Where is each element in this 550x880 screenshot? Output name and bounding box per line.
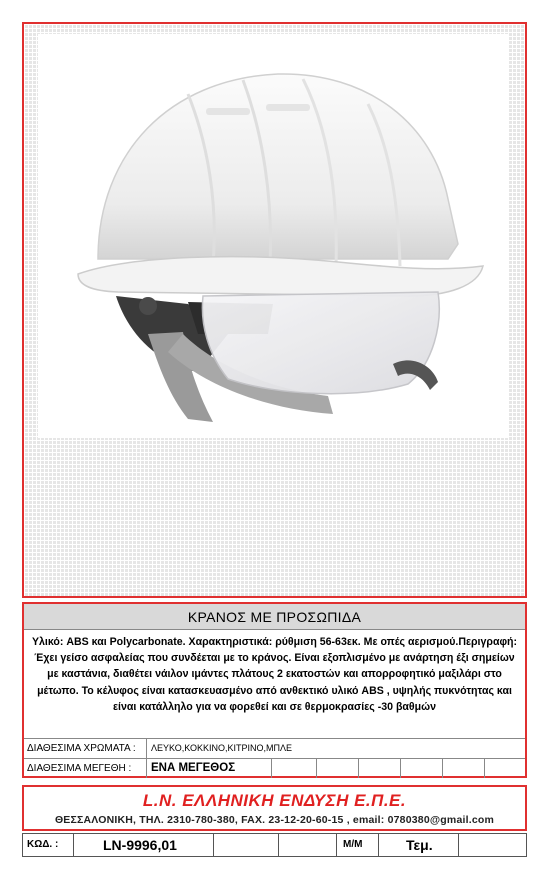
available-sizes-label: ΔΙΑΘΕΣΙΜΑ ΜΕΓΕΘΗ : bbox=[27, 763, 132, 774]
empty-cell bbox=[400, 759, 442, 778]
unit-label: Μ/Μ bbox=[343, 839, 363, 850]
empty-cell bbox=[458, 834, 526, 856]
company-box bbox=[22, 785, 527, 831]
available-colors-label: ΔΙΑΘΕΣΙΜΑ ΧΡΩΜΑΤΑ : bbox=[27, 743, 136, 754]
available-sizes-row bbox=[24, 758, 525, 778]
product-description: Υλικό: ABS και Polycarbonate. Χαρακτηριστικά: ρύθμιση 56-63εκ. Με οπές αερισμού.Περιγραφή: Έχει γείσο ασφαλείας που συνδέεται με το κράνος. Είναι εξοπλισμένο με ανάρτηση έξι σημείων με καστάνια, διαθέτει νάιλον ιμάντες πλάτους 2 εκατοστών και απορροφητικό μαξιλάρι στο μέτωπο. Το κέλυφος είναι κατασκευασμένο από ανθεκτικό υλικό ABS , υψηλής πυκνότητας και είναι κατάλληλο για να φορεθεί και σε θερμοκρασίες -30 βαθμών bbox=[31, 636, 518, 713]
available-sizes-value: ΕΝΑ ΜΕΓΕΘΟΣ bbox=[146, 759, 271, 778]
product-image-area bbox=[38, 34, 508, 438]
unit-value: Τεμ. bbox=[406, 837, 433, 853]
empty-cell bbox=[278, 834, 336, 856]
product-image-frame bbox=[22, 22, 527, 598]
empty-cell bbox=[213, 834, 278, 856]
product-title: ΚΡΑΝΟΣ ΜΕ ΠΡΟΣΩΠΙΔΑ bbox=[24, 604, 525, 630]
company-name: L.N. ΕΛΛΗΝΙΚΗ ΕΝΔΥΣΗ Ε.Π.Ε. bbox=[142, 791, 407, 810]
product-info-box bbox=[22, 602, 527, 778]
product-code-row bbox=[22, 833, 527, 857]
empty-cell bbox=[358, 759, 400, 778]
empty-cell bbox=[271, 759, 316, 778]
code-value: LN-9996,01 bbox=[103, 837, 177, 853]
empty-cell bbox=[316, 759, 358, 778]
empty-cell bbox=[484, 759, 525, 778]
safety-helmet-with-visor-icon bbox=[38, 34, 508, 438]
available-colors-row bbox=[24, 738, 525, 758]
company-contact: ΘΕΣΣΑΛΟΝΙΚΗ, ΤΗΛ. 2310-780-380, FAX. 23-12-20-60-15 , email: 0780380@gmail.com bbox=[54, 814, 495, 826]
code-label: ΚΩΔ. : bbox=[27, 839, 59, 850]
available-colors-value: ΛΕΥΚΟ,ΚΟΚΚΙΝΟ,ΚΙΤΡΙΝΟ,ΜΠΛΕ bbox=[146, 739, 525, 758]
empty-cell bbox=[442, 759, 484, 778]
